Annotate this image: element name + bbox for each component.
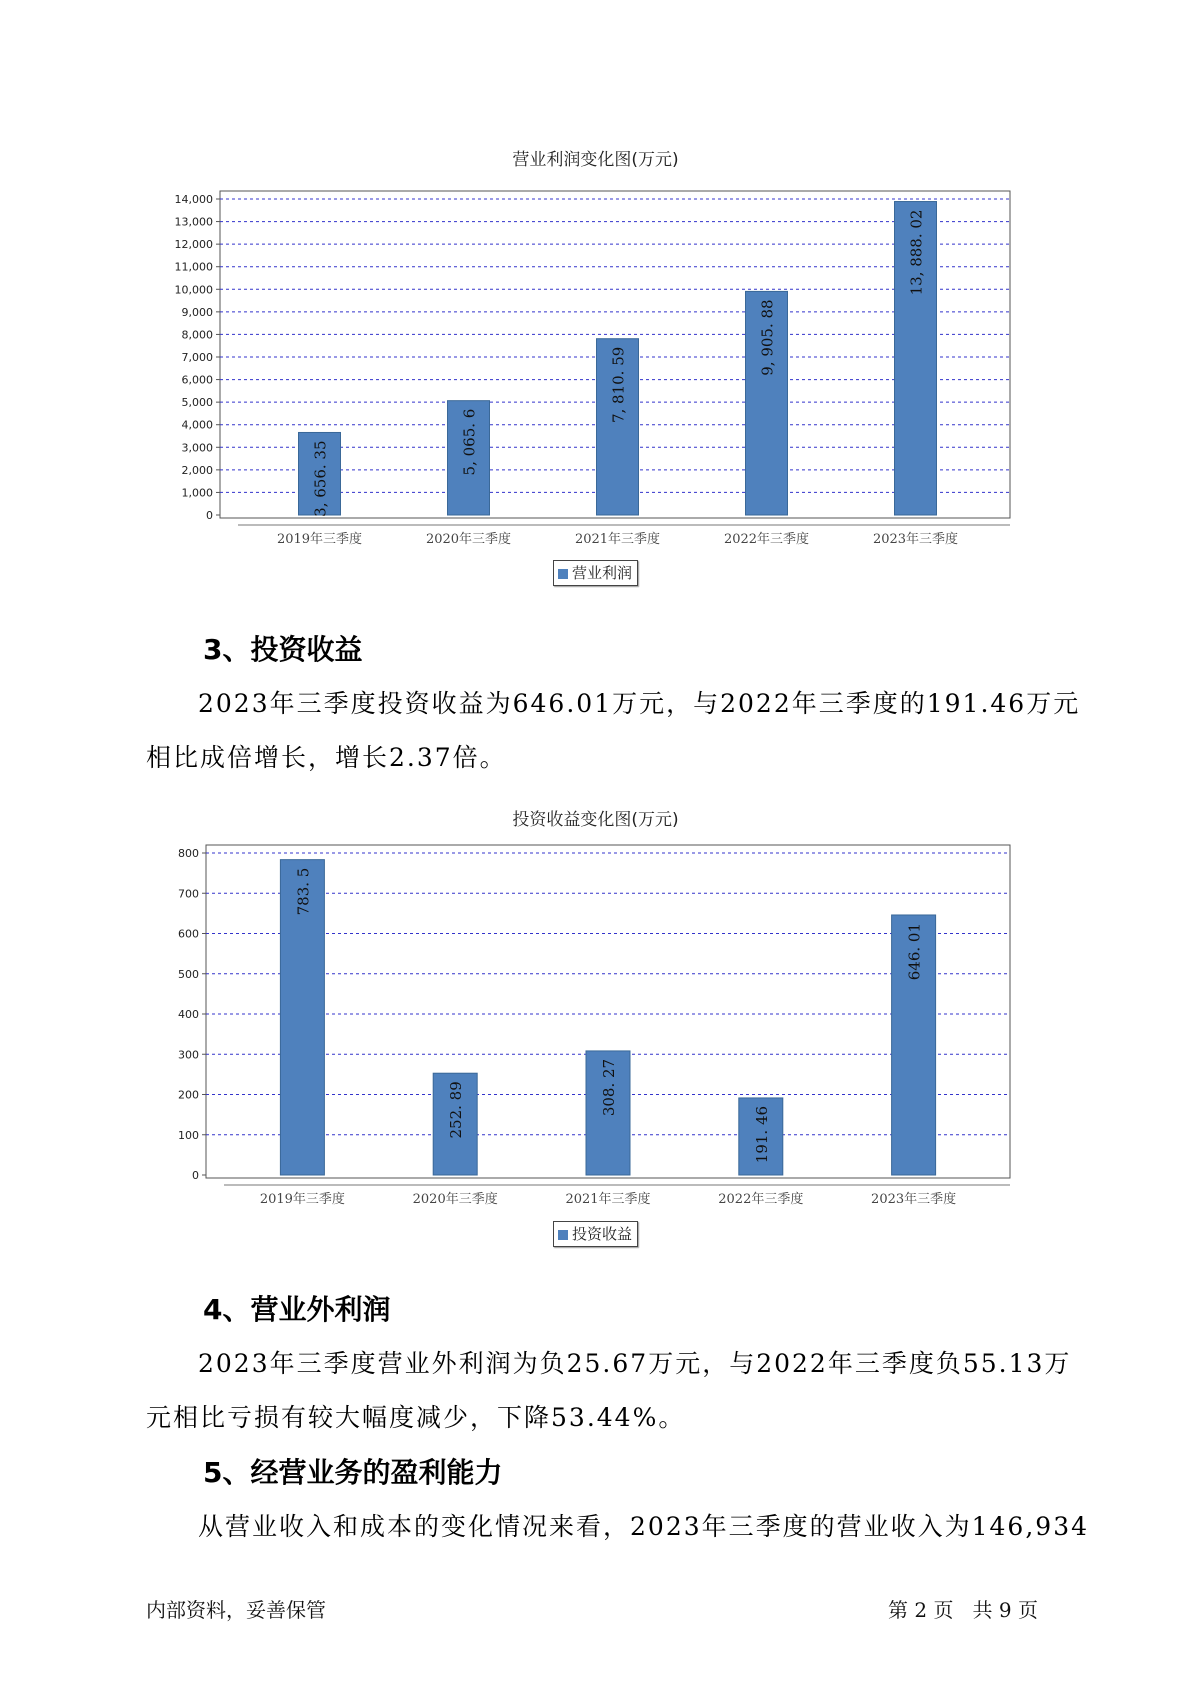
section-heading-profitability: 5、经营业务的盈利能力 [203, 1456, 503, 1489]
footer-confidential-note: 内部资料，妥善保管 [146, 1598, 326, 1622]
paragraph-line-2: 相比成倍增长，增长2.37倍。 [146, 743, 507, 772]
legend-label: 营业利润 [572, 564, 633, 582]
category-label: 2019年三季度 [276, 532, 363, 547]
bar-value-label: 252. 89 [447, 1081, 466, 1139]
y-tick-label: 6,000 [181, 373, 213, 387]
footer-page-number: 第 2 页 共 9 页 [888, 1598, 1038, 1622]
bar-value-label: 5, 065. 6 [460, 408, 479, 476]
y-tick-label: 10,000 [174, 283, 213, 297]
category-label: 2022年三季度 [718, 1192, 804, 1207]
y-tick-label: 100 [178, 1128, 199, 1142]
y-tick-label: 300 [178, 1048, 199, 1062]
legend-label: 投资收益 [572, 1225, 633, 1243]
y-tick-label: 12,000 [174, 238, 213, 252]
legend-swatch [558, 1230, 568, 1240]
bar-value-label: 308. 27 [600, 1058, 618, 1117]
bar-value-label: 191. 46 [752, 1105, 771, 1164]
chart-title: 投资收益变化图(万元) [512, 810, 679, 830]
paragraph-line-1: 从营业收入和成本的变化情况来看，2023年三季度的营业收入为146,934 [198, 1512, 1090, 1541]
chart-legend [553, 1221, 638, 1247]
paragraph-line [146, 1337, 1086, 1391]
y-tick-label: 3,000 [181, 441, 213, 455]
bar-value-label: 13, 888. 02 [907, 209, 926, 296]
y-tick-label: 9,000 [181, 305, 213, 319]
y-tick-label: 700 [178, 887, 199, 901]
y-tick-label: 13,000 [174, 215, 213, 229]
y-tick-label: 8,000 [181, 328, 213, 342]
y-tick-label: 200 [178, 1088, 199, 1102]
y-tick-label: 400 [178, 1008, 199, 1021]
category-label: 2020年三季度 [412, 1192, 498, 1207]
bar-value-label: 646. 01 [905, 922, 924, 981]
bar-value-label: 3, 656. 35 [311, 440, 330, 517]
y-tick-label: 11,000 [174, 260, 213, 274]
y-tick-label: 800 [178, 847, 199, 860]
paragraph-non-operating-profit [146, 1337, 1086, 1445]
y-tick-label: 1,000 [181, 486, 213, 500]
paragraph-line [146, 1500, 1106, 1554]
category-label: 2021年三季度 [574, 532, 661, 547]
y-tick-label: 14,000 [174, 193, 213, 206]
y-tick-label: 2,000 [181, 463, 213, 477]
bar-value-label: 9, 905. 88 [758, 299, 777, 376]
paragraph-line-1: 2023年三季度投资收益为646.01万元，与2022年三季度的191.46万元 [198, 689, 1081, 718]
bar-value-label: 7, 810. 59 [609, 346, 628, 424]
category-label: 2023年三季度 [871, 1192, 957, 1207]
paragraph-line-2: 元相比亏损有较大幅度减少，下降53.44%。 [146, 1403, 686, 1432]
bar-value-label: 783. 5 [294, 867, 313, 916]
y-tick-label: 600 [178, 927, 199, 941]
section-heading-non-operating-profit: 4、营业外利润 [203, 1293, 391, 1326]
paragraph-profitability [146, 1500, 1106, 1554]
y-tick-label: 0 [206, 509, 213, 522]
chart-title: 营业利润变化图(万元) [512, 150, 679, 170]
category-label: 2020年三季度 [425, 532, 512, 547]
y-tick-label: 4,000 [181, 418, 213, 432]
y-tick-label: 7,000 [181, 351, 213, 364]
category-label: 2019年三季度 [259, 1192, 345, 1207]
y-tick-label: 500 [178, 967, 199, 981]
category-label: 2023年三季度 [872, 532, 959, 547]
y-tick-label: 5,000 [181, 396, 213, 410]
y-tick-label: 0 [192, 1169, 199, 1182]
paragraph-line-1: 2023年三季度营业外利润为负25.67万元，与2022年三季度负55.13万 [198, 1349, 1072, 1378]
section-heading-investment-income: 3、投资收益 [203, 633, 363, 666]
category-label: 2021年三季度 [565, 1192, 651, 1207]
category-label: 2022年三季度 [723, 532, 810, 547]
